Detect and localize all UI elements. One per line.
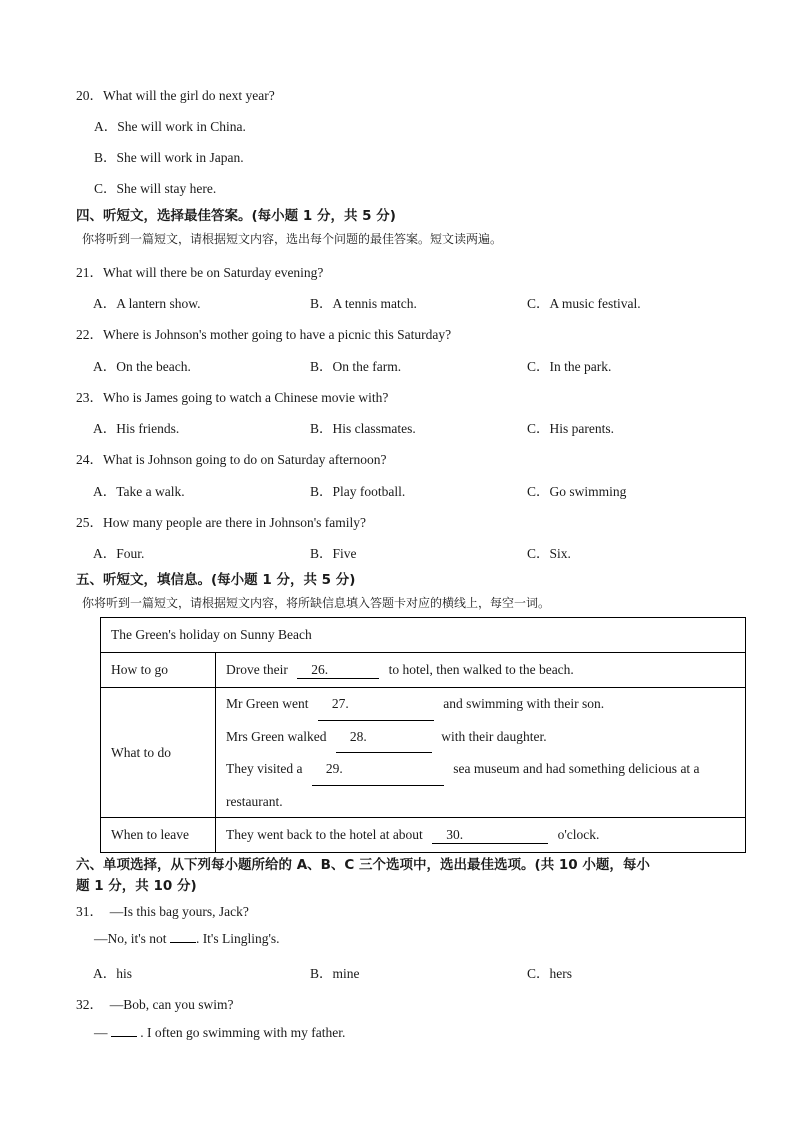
- question-24-stem: 24．What is Johnson going to do on Saturday afternoon?: [76, 452, 387, 467]
- question-20-option-b: B．She will work in Japan.: [94, 150, 244, 165]
- row2-line-3: [226, 753, 735, 786]
- question-24-option-b: B．Play football.: [310, 484, 406, 499]
- question-22-stem: 22．Where is Johnson's mother going to have a picnic this Saturday?: [76, 327, 452, 342]
- table-title: The Green's holiday on Sunny Beach: [101, 618, 746, 653]
- question-31-reply: [94, 931, 280, 947]
- question-25-option-a: A．Four.: [93, 546, 145, 561]
- section-4-instruction: 你将听到一篇短文，请根据短文内容，选出每个问题的最佳答案。短文读两遍。: [82, 232, 503, 246]
- question-25-stem: 25．How many people are there in Johnson's family?: [76, 515, 366, 530]
- question-21-option-a: A．A lantern show.: [93, 296, 201, 311]
- row2-line-1: [226, 688, 735, 721]
- row2-l3-post: sea museum and had something delicious at a: [453, 761, 700, 776]
- question-32-blank[interactable]: [111, 1036, 137, 1037]
- table-label-how-to-go: How to go: [101, 653, 216, 688]
- question-31-stem: 31． —Is this bag yours, Jack?: [76, 904, 249, 919]
- question-32-reply-post: . I often go swimming with my father.: [140, 1025, 346, 1040]
- table-label-what-to-do: What to do: [101, 688, 216, 818]
- question-23-option-a: A．His friends.: [93, 421, 180, 436]
- blank-26[interactable]: 26.: [297, 662, 379, 679]
- row1-text-post: to hotel, then walked to the beach.: [388, 661, 574, 677]
- question-32-reply-pre: —: [94, 1025, 108, 1040]
- table-label-when-to-leave: When to leave: [101, 818, 216, 853]
- table-cell-what-to-do: [216, 688, 746, 818]
- question-25-option-c: C．Six.: [527, 546, 571, 561]
- question-22-option-c: C．In the park.: [527, 359, 612, 374]
- question-31-options: [93, 962, 733, 980]
- question-25-option-b: B．Five: [310, 546, 357, 561]
- question-32-stem: 32． —Bob, can you swim?: [76, 997, 234, 1012]
- section-4-title: 四、听短文，选择最佳答案。(每小题 1 分，共 5 分): [76, 208, 396, 224]
- question-20-stem: 20．What will the girl do next year?: [76, 88, 275, 103]
- question-23-option-c: C．His parents.: [527, 421, 614, 436]
- question-21-option-b: B．A tennis match.: [310, 296, 417, 311]
- blank-28[interactable]: 28.: [336, 721, 432, 754]
- blank-29[interactable]: 29.: [312, 753, 444, 786]
- question-25-options: [93, 542, 733, 560]
- blank-27[interactable]: 27.: [318, 688, 434, 721]
- question-31-option-b: B．mine: [310, 966, 360, 981]
- question-24-option-c: C．Go swimming: [527, 484, 627, 499]
- question-21-option-c: C．A music festival.: [527, 296, 641, 311]
- question-23-stem: 23．Who is James going to watch a Chinese movie with?: [76, 390, 389, 405]
- question-22-options: [93, 355, 733, 373]
- question-22-option-a: A．On the beach.: [93, 359, 191, 374]
- table-cell-how-to-go: [216, 653, 746, 688]
- question-32-reply: [94, 1025, 345, 1041]
- question-31-option-c: C．hers: [527, 966, 572, 981]
- row2-l2-post: with their daughter.: [441, 728, 547, 744]
- question-20-option-c: C．She will stay here.: [94, 181, 217, 196]
- question-31-reply-pre: —No, it's not: [94, 931, 167, 946]
- row2-line-2: [226, 721, 735, 754]
- question-20-option-a: A．She will work in China.: [94, 119, 246, 134]
- row3-text-pre: They went back to the hotel at about: [226, 826, 423, 842]
- row2-l2-pre: Mrs Green walked: [226, 728, 327, 744]
- section-6-title-line-2: 题 1 分，共 10 分): [76, 878, 197, 894]
- question-21-stem: 21．What will there be on Saturday evening?: [76, 265, 324, 280]
- question-31-option-a: A．his: [93, 966, 133, 981]
- question-22-option-b: B．On the farm.: [310, 359, 402, 374]
- blank-30[interactable]: 30.: [432, 827, 548, 844]
- holiday-info-table: [100, 617, 746, 853]
- table-cell-when-to-leave: [216, 818, 746, 853]
- row2-l3-pre: They visited a: [226, 761, 303, 776]
- section-5-instruction: 你将听到一篇短文，请根据短文内容，将所缺信息填入答题卡对应的横线上，每空一词。: [82, 596, 551, 610]
- question-24-options: [93, 480, 733, 498]
- row3-text-post: o'clock.: [557, 826, 600, 842]
- question-23-option-b: B．His classmates.: [310, 421, 416, 436]
- row2-l1-pre: Mr Green went: [226, 696, 309, 711]
- section-6-title-line-1: 六、单项选择，从下列每小题所给的 A、B、C 三个选项中，选出最佳选项。(共 10 小题，每小: [76, 857, 650, 873]
- question-23-options: [93, 417, 733, 435]
- question-31-blank[interactable]: [170, 942, 196, 943]
- row1-text-pre: Drove their: [226, 661, 288, 677]
- row2-l1-post: and swimming with their son.: [443, 696, 605, 711]
- row2-line-4: restaurant.: [226, 793, 283, 809]
- section-5-title: 五、听短文，填信息。(每小题 1 分，共 5 分): [76, 572, 356, 588]
- question-24-option-a: A．Take a walk.: [93, 484, 185, 499]
- question-21-options: [93, 292, 733, 310]
- question-31-reply-post: . It's Lingling's.: [195, 931, 280, 946]
